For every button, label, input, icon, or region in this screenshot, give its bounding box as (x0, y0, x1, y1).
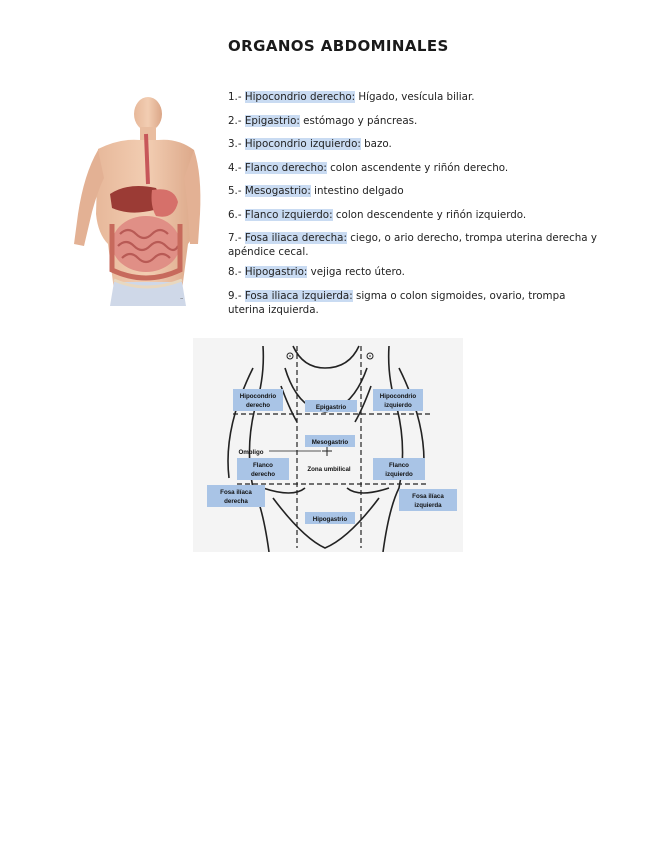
diagram-label: Hipocondrio (239, 393, 277, 400)
region-label: Hipogastrio: (244, 266, 308, 278)
diagram-label: Hipogastrio (312, 516, 348, 523)
region-label: Mesogastrio: (244, 185, 311, 197)
diagram-label: derecho (245, 402, 271, 409)
abdominal-regions-diagram (193, 338, 463, 552)
region-label: Epigastrio: (244, 114, 300, 127)
region-label: Fosa iliaca izquierda: (244, 289, 353, 302)
diagram-label: izquierdo (385, 471, 413, 478)
diagram-label: izquierdo (384, 402, 412, 409)
list-item: 4.- Flanco derecho: colon ascendente y riñón derecho. (228, 161, 509, 174)
list-item: 8.- Hipogastrio: vejiga recto útero. (228, 266, 405, 278)
diagram-label: izquierda (414, 502, 442, 509)
diagram-label: Fosa ilíaca (220, 489, 252, 496)
list-item: 3.- Hipocondrio izquierdo: bazo. (228, 138, 392, 150)
region-label: Fosa iliaca derecha: (244, 232, 347, 244)
region-label: Flanco derecho: (244, 161, 327, 174)
diagram-label: Zona umbilical (307, 466, 351, 473)
diagram-label: Ombligo (238, 449, 264, 456)
diagram-label: derecha (224, 498, 248, 505)
diagram-label: Fosa ilíaca (412, 493, 444, 500)
diagram-label: Flanco (253, 462, 273, 469)
list-item: 9.- Fosa iliaca izquierda: sigma o colon sigmoides, ovario, trompa uterina izquierda. (228, 289, 566, 316)
diagram-label: derecho (250, 471, 276, 478)
region-label: Hipocondrio izquierdo: (244, 138, 361, 150)
region-label: Flanco izquierdo: (244, 208, 333, 221)
list-item: 2.- Epigastrio: estómago y páncreas. (228, 114, 418, 127)
list-item: 6.- Flanco izquierdo: colon descendente y riñón izquierdo. (228, 208, 527, 221)
diagram-label: Mesogastrio (311, 439, 349, 446)
organ-list (228, 90, 600, 326)
diagram-label: Epigastrio (315, 404, 347, 411)
anatomy-illustration (70, 94, 202, 306)
diagram-label: Hipocondrio (379, 393, 417, 400)
list-item: 7.- Fosa iliaca derecha: ciego, o ario derecho, trompa uterina derecha y apéndice cecal. (228, 232, 597, 258)
page-title: ORGANOS ABDOMINALES (228, 37, 449, 55)
list-item: 5.- Mesogastrio: intestino delgado (228, 185, 404, 197)
list-item: 1.- Hipocondrio derecho: Hígado, vesícula biliar. (228, 91, 475, 103)
region-label: Hipocondrio derecho: (244, 91, 356, 103)
diagram-label: Flanco (389, 462, 409, 469)
illustrator-signature: ~ (180, 296, 184, 301)
